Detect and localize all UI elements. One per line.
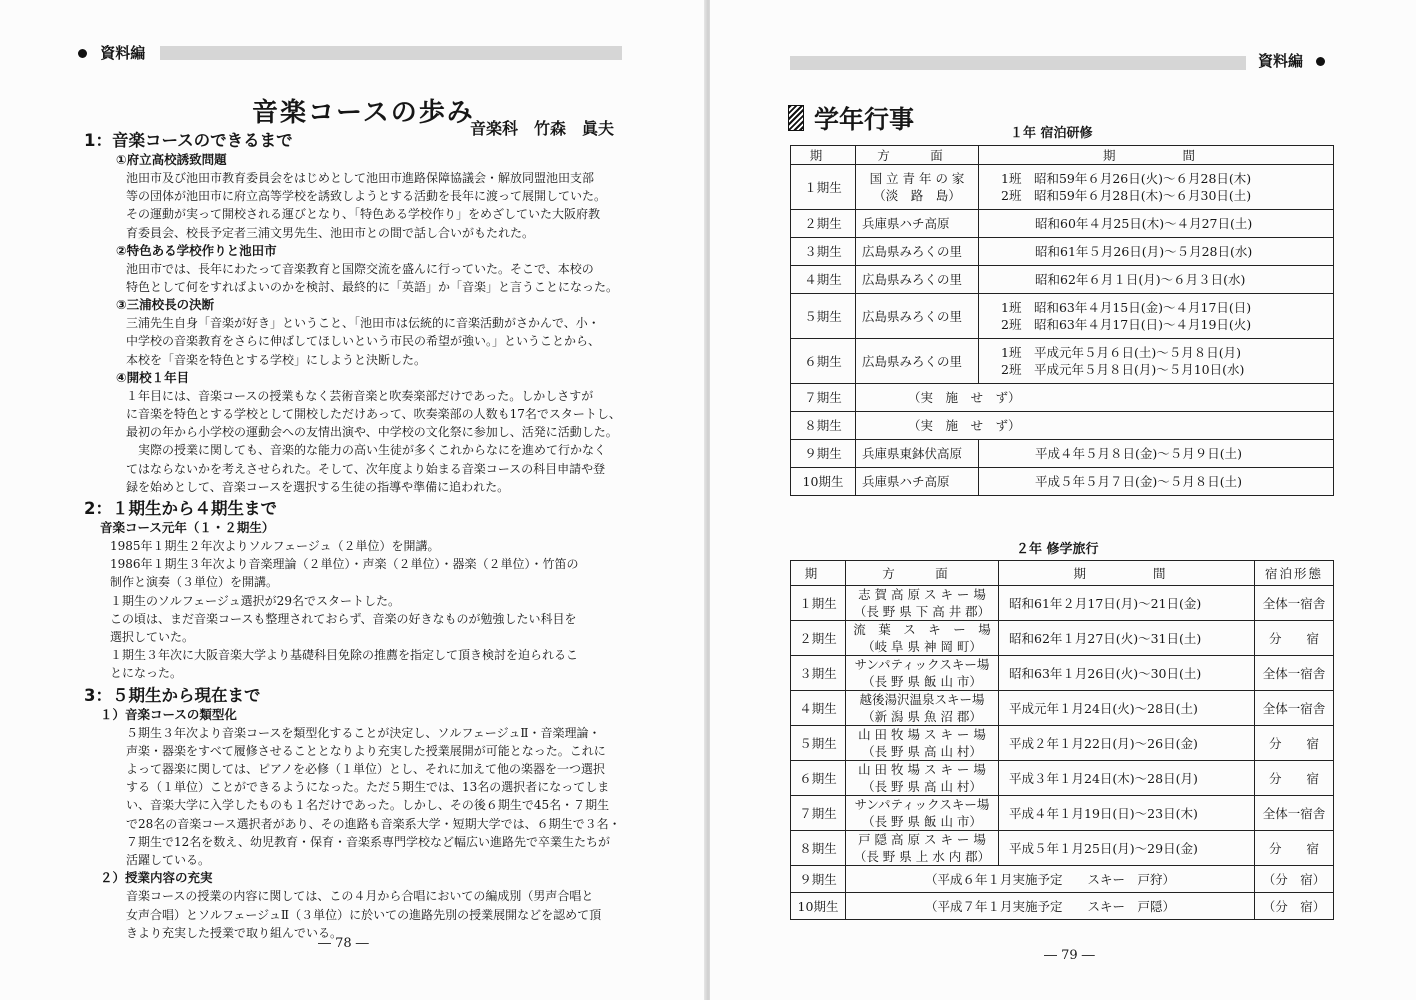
cell-lodging: （分 宿） bbox=[1255, 866, 1334, 893]
subsection-heading: ③三浦校長の決断 bbox=[116, 297, 215, 313]
cell-destination: 兵庫県ハチ高原 bbox=[856, 468, 979, 496]
cell-destination: 志 賀 高 原 ス キ ー 場 （長 野 県 下 高 井 郡） bbox=[846, 586, 999, 621]
cell-lodging: 分 宿 bbox=[1255, 726, 1334, 761]
cell-term: ５期生 bbox=[791, 294, 856, 339]
cell-lodging: （分 宿） bbox=[1255, 893, 1334, 920]
cell-period: 昭和62年１月27日(火)～31日(土) bbox=[999, 621, 1255, 656]
cell-lodging: 分 宿 bbox=[1255, 621, 1334, 656]
right-page bbox=[710, 0, 1416, 1000]
cell-term: ３期生 bbox=[791, 656, 846, 691]
bullet-icon bbox=[78, 49, 87, 58]
cell-period: 平成２年１月22日(月)～26日(金) bbox=[999, 726, 1255, 761]
col-header: 期 bbox=[791, 146, 856, 165]
table-row bbox=[791, 893, 1334, 920]
section-heading: 1：音楽コースのできるまで bbox=[84, 131, 293, 150]
cell-lodging: 全体一宿舎 bbox=[1255, 796, 1334, 831]
hatched-block-icon bbox=[788, 105, 804, 131]
page-number-left: ― 78 ― bbox=[318, 936, 369, 951]
cell-period: 昭和62年６月１日(月)～６月３日(水) bbox=[979, 266, 1334, 294]
table-row bbox=[791, 866, 1334, 893]
table-row bbox=[791, 210, 1334, 238]
table-row bbox=[791, 339, 1334, 384]
cell-term: ４期生 bbox=[791, 266, 856, 294]
cell-term: ８期生 bbox=[791, 831, 846, 866]
paragraph: 1985年１期生２年次よりソルフェージュ（２単位）を開講。 1986年１期生３年次より音楽理論（２単位）・声楽（２単位）・器楽（２単位）・竹笛の 制作と演奏（３単位）を開講。 １期生のソルフェージュ選択が29名でスタートした。 この頃は、まだ音楽コースも整理されておらず、音楽の好きなものが勉強したい科目を 選択していた。 １期生３年次に大阪音楽大学より基礎科目免除の推薦を指定して頂き検討を迫られるこ とになった。 bbox=[110, 539, 579, 681]
table-row bbox=[791, 468, 1334, 496]
left-header-label: 資料編 bbox=[100, 44, 146, 62]
col-header: 方 面 bbox=[856, 146, 979, 165]
section-heading: 2：１期生から４期生まで bbox=[84, 499, 277, 519]
col-header: 期 間 bbox=[999, 561, 1255, 586]
cell-term: ６期生 bbox=[791, 761, 846, 796]
table-row bbox=[791, 266, 1334, 294]
cell-lodging: 分 宿 bbox=[1255, 831, 1334, 866]
cell-destination: 国 立 青 年 の 家 （淡 路 島） bbox=[856, 165, 979, 210]
table-row bbox=[791, 384, 1334, 412]
cell-destination: 山 田 牧 場 ス キ ー 場 （長 野 県 高 山 村） bbox=[846, 726, 999, 761]
cell-destination: （実 施 せ ず） bbox=[856, 412, 1334, 440]
subsection-heading: ①府立高校誘致問題 bbox=[116, 152, 227, 167]
col-header: 期 bbox=[791, 561, 846, 586]
table-row bbox=[791, 412, 1334, 440]
table1-caption: １年 宿泊研修 bbox=[1010, 126, 1093, 141]
table-row bbox=[791, 831, 1334, 866]
cell-period: 平成４年５月８日(金)～５月９日(土) bbox=[979, 440, 1334, 468]
cell-period: 平成４年１月19日(日)～23日(木) bbox=[999, 796, 1255, 831]
cell-destination: 越後湯沢温泉スキー場 （新 潟 県 魚 沼 郡） bbox=[846, 691, 999, 726]
cell-destination: （平成７年１月実施予定 スキー 戸隠） bbox=[846, 893, 1255, 920]
table-row bbox=[791, 796, 1334, 831]
cell-term: １期生 bbox=[791, 165, 856, 210]
cell-term: ７期生 bbox=[791, 796, 846, 831]
table-row bbox=[791, 621, 1334, 656]
col-header: 期 間 bbox=[979, 146, 1334, 165]
cell-destination: 広島県みろくの里 bbox=[856, 238, 979, 266]
table-training bbox=[790, 145, 1334, 496]
cell-period: 昭和63年１月26日(火)～30日(土) bbox=[999, 656, 1255, 691]
cell-term: ４期生 bbox=[791, 691, 846, 726]
cell-term: ７期生 bbox=[791, 384, 856, 412]
cell-period: 昭和60年４月25日(木)～４月27日(土) bbox=[979, 210, 1334, 238]
cell-destination: （実 施 せ ず） bbox=[856, 384, 1334, 412]
paragraph: 池田市では、長年にわたって音楽教育と国際交流を盛んに行っていた。そこで、本校の 特色として何をすればよいのかを検討、最終的に「英語」か「音楽」と言うことになった。 bbox=[126, 261, 619, 295]
header-bar bbox=[790, 56, 1246, 70]
right-header bbox=[1258, 50, 1325, 71]
section-heading: 3：５期生から現在まで bbox=[84, 685, 261, 705]
cell-period: 平成３年１月24日(木)～28日(月) bbox=[999, 761, 1255, 796]
cell-period: 昭和61年２月17日(月)～21日(金) bbox=[999, 586, 1255, 621]
cell-term: ３期生 bbox=[791, 238, 856, 266]
section-title bbox=[788, 100, 914, 136]
left-header bbox=[78, 42, 145, 63]
col-header: 宿泊形態 bbox=[1255, 561, 1334, 586]
col-header: 方 面 bbox=[846, 561, 999, 586]
cell-destination: 広島県みろくの里 bbox=[856, 339, 979, 384]
cell-lodging: 全体一宿舎 bbox=[1255, 691, 1334, 726]
table-row bbox=[791, 586, 1334, 621]
cell-destination: サンパティックスキー場 （長 野 県 飯 山 市） bbox=[846, 796, 999, 831]
table-row bbox=[791, 440, 1334, 468]
cell-period: 平成５年１月25日(月)～29日(金) bbox=[999, 831, 1255, 866]
cell-lodging: 全体一宿舎 bbox=[1255, 586, 1334, 621]
table-row bbox=[791, 294, 1334, 339]
subsection-heading: ④開校１年目 bbox=[116, 369, 190, 385]
page-number-right: ― 79 ― bbox=[1044, 948, 1095, 963]
table-row bbox=[791, 238, 1334, 266]
cell-term: １期生 bbox=[791, 586, 846, 621]
bullet-icon bbox=[1316, 57, 1325, 66]
author-dept: 音楽科 bbox=[470, 119, 519, 138]
subsection-heading: 音楽コース元年（１・２期生） bbox=[100, 520, 275, 536]
cell-term: ２期生 bbox=[791, 621, 846, 656]
cell-destination: （平成６年１月実施予定 スキー 戸狩） bbox=[846, 866, 1255, 893]
paragraph: 池田市及び池田市教育委員会をはじめとして池田市進路保障協議会・解放同盟池田支部 等の団体が池田市に府立高等学校を誘致しようとする活動を長年に渡って展開していた。 その運動が実って開校される運びとなり、「特色ある学校作り」をめざしていた大阪府教 育委員会、校長予定者三浦文男先生、池田市との間で話し合いがもたれた。 bbox=[126, 171, 607, 240]
table-school-trip bbox=[790, 560, 1334, 920]
cell-destination: サンパティックスキー場 （長 野 県 飯 山 市） bbox=[846, 656, 999, 691]
cell-destination: 広島県みろくの里 bbox=[856, 266, 979, 294]
header-bar bbox=[160, 46, 622, 60]
cell-term: ５期生 bbox=[791, 726, 846, 761]
paragraph: １年目には、音楽コースの授業もなく芸術音楽と吹奏楽部だけであった。しかしさすが に音楽を特色とする学校として開校しただけあって、吹奏楽部の人数も17名でスタートし、 最初の年から小学校の運動会への友情出演や、中学校の文化祭に参加し、活発に活動した。 実際の授業に関しても、音楽的な能力の高い生徒が多くこれからなにを進めて行かなく てはならないかを考えさせられた。そして、次年度より始まる音楽コースの科目申請や登 録を始めとして、音楽コースを選択する生徒の指導や準備に追われた。 bbox=[126, 388, 621, 494]
subsection-heading: ②特色ある学校作りと池田市 bbox=[116, 242, 277, 258]
cell-term: 10期生 bbox=[791, 893, 846, 920]
table-row bbox=[791, 656, 1334, 691]
cell-term: ６期生 bbox=[791, 339, 856, 384]
cell-destination: 広島県みろくの里 bbox=[856, 294, 979, 339]
table-row bbox=[791, 691, 1334, 726]
right-header-label: 資料編 bbox=[1258, 52, 1304, 70]
cell-destination: 流 葉 ス キ ー 場 （岐 阜 県 神 岡 町） bbox=[846, 621, 999, 656]
cell-destination: 兵庫県東鉢伏高原 bbox=[856, 440, 979, 468]
section-title-text: 学年行事 bbox=[814, 105, 915, 134]
cell-period: 昭和61年５月26日(月)～５月28日(水) bbox=[979, 238, 1334, 266]
cell-term: ２期生 bbox=[791, 210, 856, 238]
table-row bbox=[791, 726, 1334, 761]
cell-lodging: 全体一宿舎 bbox=[1255, 656, 1334, 691]
table-row bbox=[791, 761, 1334, 796]
paragraph: ５期生３年次より音楽コースを類型化することが決定し、ソルフェージュⅡ・音楽理論・ 声楽・器楽をすべて履修させることとなりより充実した授業展開が可能となった。これに よって器楽に関しては、ピアノを必修（１単位）とし、それに加えて他の楽器を一つ選択 する（１単位）ことができるようになった。ただ５期生では、13名の選択者になってしま い、音楽大学に入学したものも１名だけであった。しかし、その後６期生で45名・７期生 で28名の音楽コース選択者があり、その進路も音楽系大学・短期大学では、６期生で３名・ ７期生で12名を数え、幼児教育・保育・音楽系専門学校など幅広い進路先で卒業生たちが 活躍している。 bbox=[126, 725, 621, 868]
left-page bbox=[0, 0, 706, 1000]
cell-term: ９期生 bbox=[791, 440, 856, 468]
table-row bbox=[791, 165, 1334, 210]
article-title: 音楽コースの歩み bbox=[252, 98, 475, 128]
cell-destination: 戸 隠 高 原 ス キ ー 場 （長 野 県 上 水 内 郡） bbox=[846, 831, 999, 866]
cell-term: ９期生 bbox=[791, 866, 846, 893]
cell-period: 1班 昭和63年４月15日(金)～４月17日(日) 2班 昭和63年４月17日(日)～４月19日(火) bbox=[979, 294, 1334, 339]
cell-period: 平成５年５月７日(金)～５月８日(土) bbox=[979, 468, 1334, 496]
cell-destination: 兵庫県ハチ高原 bbox=[856, 210, 979, 238]
paragraph: 三浦先生自身「音楽が好き」ということ、「池田市は伝統的に音楽活動がさかんで、小・ 中学校の音楽教育をさらに伸ばしてほしいという市民の希望が強い。」ということから、 本校を「音楽を特色とする学校」にしようと決断した。 bbox=[126, 316, 601, 367]
cell-period: 1班 平成元年５月６日(土)～５月８日(月) 2班 平成元年５月８日(月)～５月10日(水) bbox=[979, 339, 1334, 384]
paragraph: 音楽コースの授業の内容に関しては、この４月から合唱においての編成別（男声合唱と 女声合唱）とソルフェージュⅡ（３単位）に於いての進路先別の授業展開などを認めて頂 きより充実した授業で取り組んでいる。 bbox=[126, 889, 602, 940]
cell-period: 平成元年１月24日(火)～28日(土) bbox=[999, 691, 1255, 726]
subsection-heading: １）音楽コースの類型化 bbox=[100, 706, 237, 722]
author-name: 竹森 眞夫 bbox=[534, 119, 615, 138]
cell-term: 10期生 bbox=[791, 468, 856, 496]
cell-term: ８期生 bbox=[791, 412, 856, 440]
article-body bbox=[84, 128, 632, 942]
table2-caption: ２年 修学旅行 bbox=[1016, 542, 1099, 557]
subsection-heading: ２）授業内容の充実 bbox=[100, 870, 213, 886]
cell-destination: 山 田 牧 場 ス キ ー 場 （長 野 県 高 山 村） bbox=[846, 761, 999, 796]
cell-lodging: 分 宿 bbox=[1255, 761, 1334, 796]
cell-period: 1班 昭和59年６月26日(火)～６月28日(木) 2班 昭和59年６月28日(木)～６月30日(土) bbox=[979, 165, 1334, 210]
